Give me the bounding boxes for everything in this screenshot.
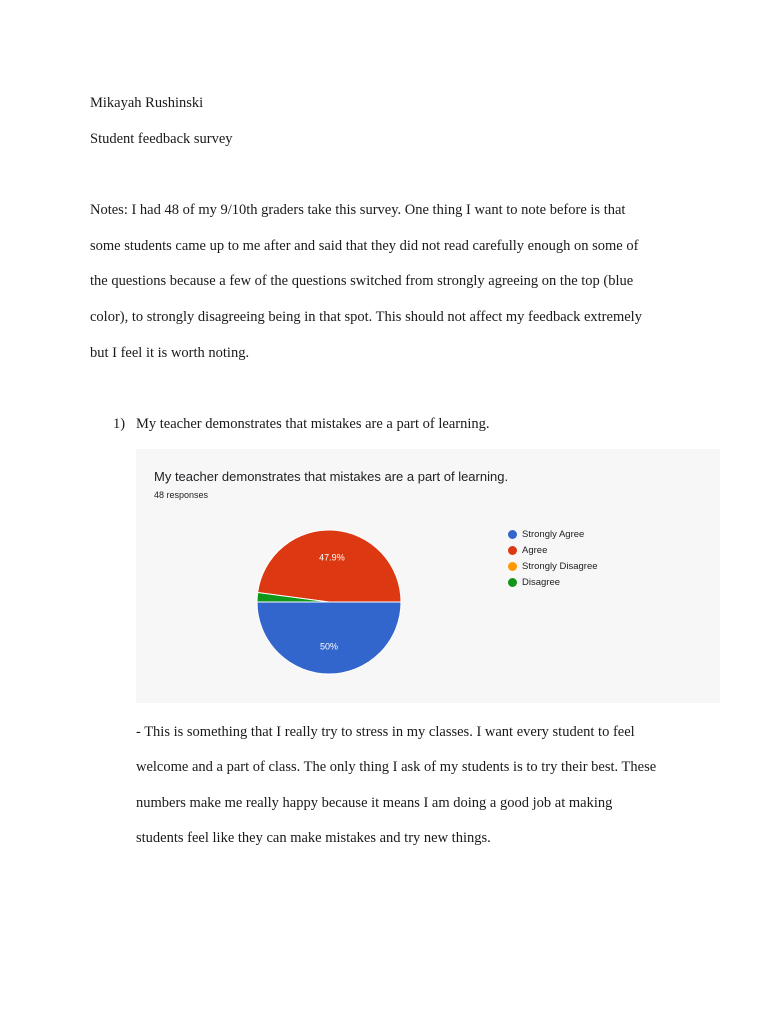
comment-line: welcome and a part of class. The only thing I ask of my students is to try their best. These xyxy=(136,759,657,775)
notes-line: color), to strongly disagreeing being in that spot. This should not affect my feedback extremely xyxy=(90,309,642,325)
pie-data-label: 50% xyxy=(319,641,339,652)
question-number: 1) xyxy=(113,416,126,432)
legend-item-strongly-agree xyxy=(508,526,598,542)
document-title: Student feedback survey xyxy=(90,131,233,147)
author-name: Mikayah Rushinski xyxy=(90,95,204,111)
comment-line: - This is something that I really try to stress in my classes. I want every student to feel xyxy=(136,724,635,740)
legend-swatch xyxy=(508,578,517,587)
legend-label: Strongly Agree xyxy=(522,528,585,540)
legend-label: Strongly Disagree xyxy=(522,560,598,572)
legend-item-agree xyxy=(508,542,598,558)
notes-line: but I feel it is worth noting. xyxy=(90,345,250,361)
legend-label: Disagree xyxy=(522,576,561,588)
pie-chart-card xyxy=(136,449,720,703)
legend-swatch xyxy=(508,546,517,555)
legend-swatch xyxy=(508,562,517,571)
question-text: My teacher demonstrates that mistakes are a part of learning. xyxy=(136,416,490,432)
legend-swatch xyxy=(508,530,517,539)
notes-line: the questions because a few of the questions switched from strongly agreeing on the top (blue xyxy=(90,273,634,289)
chart-subtitle: 48 responses xyxy=(154,490,209,500)
legend-item-disagree xyxy=(508,574,598,590)
pie-data-label: 47.9% xyxy=(319,552,345,563)
chart-legend xyxy=(508,526,598,590)
pie-slice-agree xyxy=(258,530,401,602)
notes-line: Notes: I had 48 of my 9/10th graders take this survey. One thing I want to note before is that xyxy=(90,202,626,218)
pie-slice-strongly-agree xyxy=(257,602,401,674)
legend-item-strongly-disagree xyxy=(508,558,598,574)
notes-line: some students came up to me after and said that they did not read carefully enough on some of xyxy=(90,238,639,254)
comment-line: numbers make me really happy because it means I am doing a good job at making xyxy=(136,795,613,811)
comment-line: students feel like they can make mistakes and try new things. xyxy=(136,830,491,846)
pie-chart xyxy=(136,449,720,703)
legend-label: Agree xyxy=(522,544,548,556)
chart-title: My teacher demonstrates that mistakes are a part of learning. xyxy=(154,469,509,484)
